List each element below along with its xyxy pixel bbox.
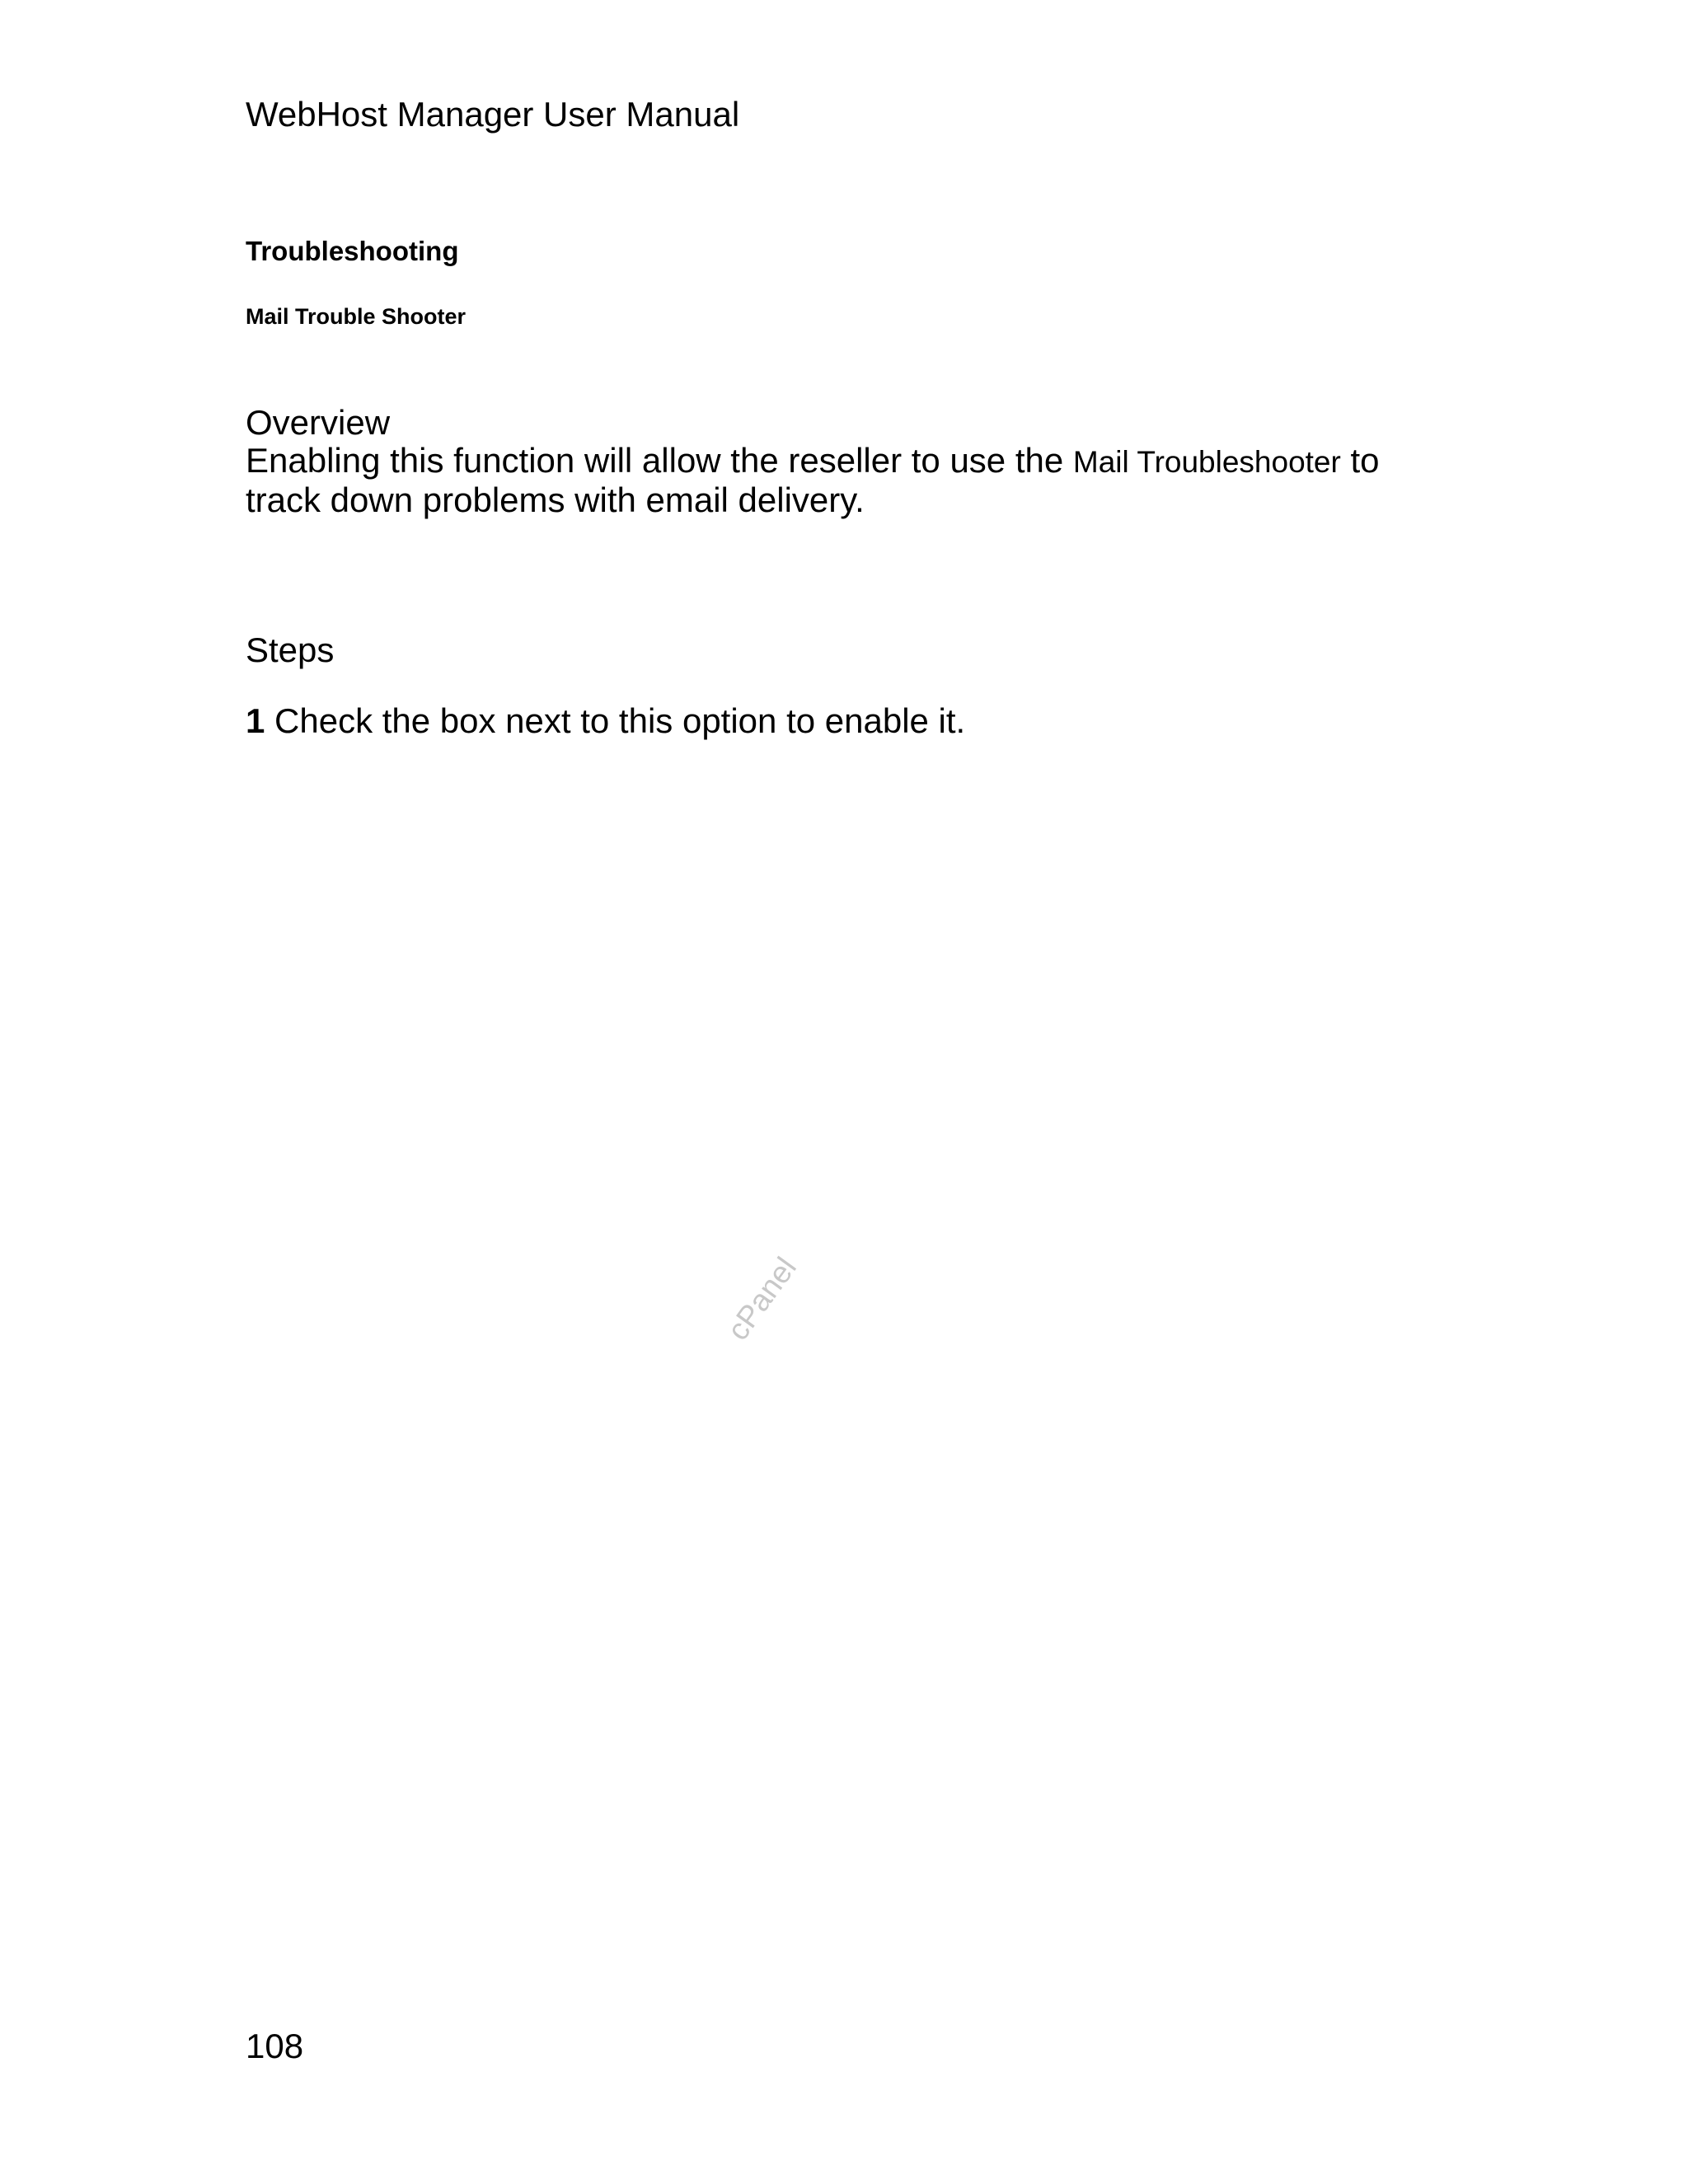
document-title: WebHost Manager User Manual [246, 95, 740, 134]
section-heading: Troubleshooting [246, 236, 459, 266]
overview-term: Mail Troubleshooter [1072, 445, 1341, 479]
overview-text-before: Enabling this function will allow the reseller to use the [246, 441, 1073, 480]
page-number: 108 [246, 2027, 304, 2065]
step-item [246, 701, 965, 742]
overview-label: Overview [246, 403, 391, 442]
subsection-heading: Mail Trouble Shooter [246, 304, 467, 329]
step-text: Check the box next to this option to enable it. [265, 701, 966, 740]
overview-text-after: to track down problems with email delivery. [246, 441, 1380, 519]
overview-paragraph [246, 441, 1380, 519]
cpanel-watermark: cPanel [720, 1250, 804, 1347]
step-number: 1 [246, 701, 265, 740]
steps-heading: Steps [246, 630, 335, 669]
overview-section [246, 404, 1441, 519]
